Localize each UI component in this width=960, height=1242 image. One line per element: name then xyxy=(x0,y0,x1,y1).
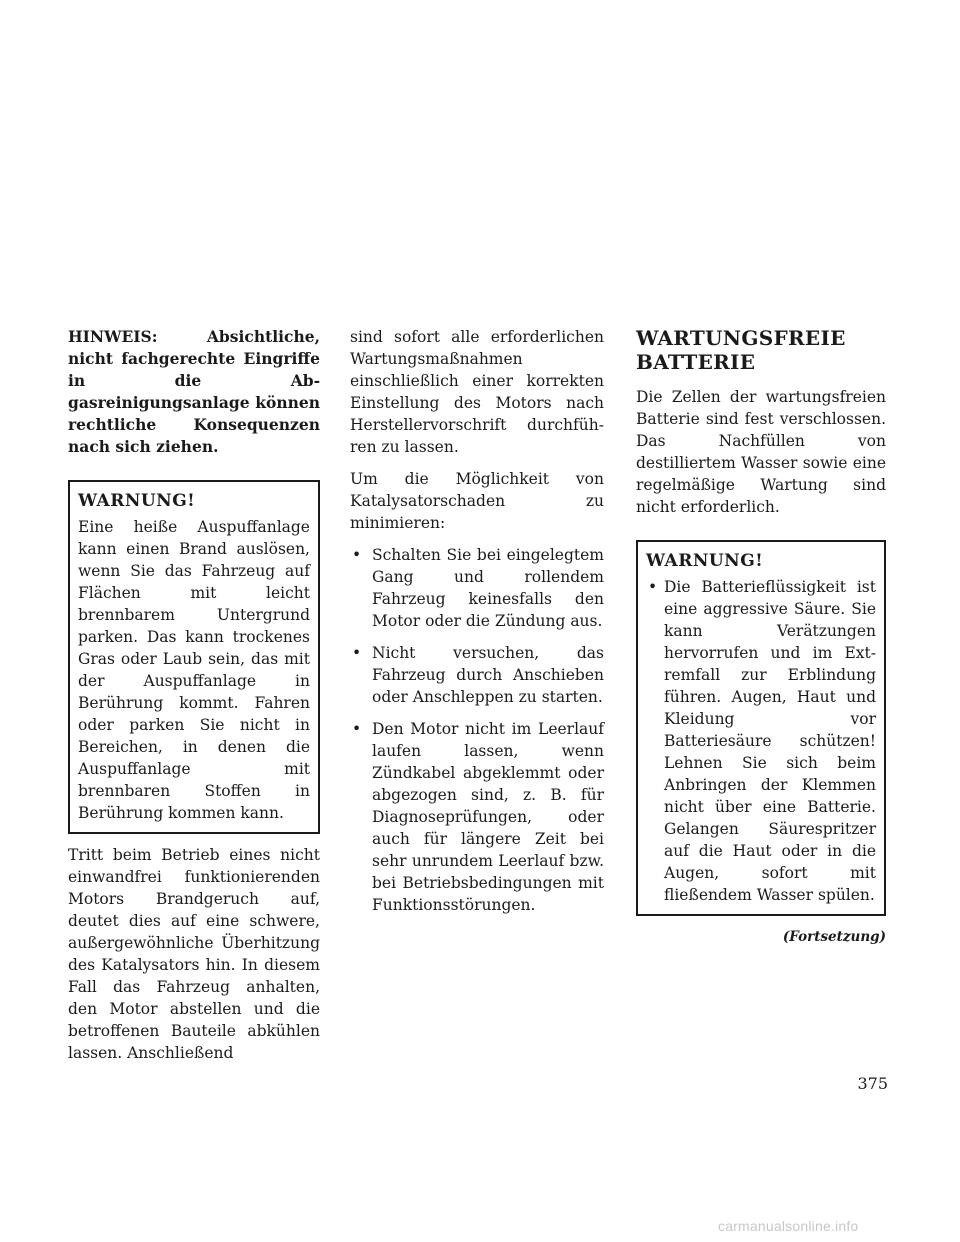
list-item-text: Den Motor nicht im Leerlauf laufen lassen, wenn Zündkabel abgeklemmt oder abgezogen sind, z. B. für Diagnoseprüfungen, oder auch für längere Zeit bei sehr unrundem Leerlauf bzw. bei Betriebsbedingungen mit Funktionsstörungen. xyxy=(372,720,604,914)
list-item-text: Die Batterieflüssigkeit ist eine aggressive Säure. Sie kann Verätzungen hervorrufen und im Extremfall zur Erblindung führen. Augen, Haut und Kleidung vor Batteriesäure schützen! Lehnen Sie sich beim Anbringen der Klemmen nicht über eine Batterie. Gelangen Säurespritzer auf die Haut oder in die Augen, sofort mit fließendem Wasser spülen. xyxy=(664,578,876,904)
bullet-icon: • xyxy=(352,546,362,564)
warning-title: WARNUNG! xyxy=(78,491,196,511)
column-middle xyxy=(350,326,604,926)
page-number: 375 xyxy=(857,1074,888,1093)
list-item-text: Nicht versuchen, das Fahrzeug durch Anschieben oder Anschleppen zu starten. xyxy=(372,644,604,706)
list-item xyxy=(350,642,604,708)
hinweis-note: HINWEIS: Absichtliche, nicht fachgerechte Eingriffe in die Abgasreinigungsanlage können rechtliche Konsequenzen nach sich ziehen. xyxy=(68,327,320,456)
list-item xyxy=(350,544,604,632)
bullet-icon: • xyxy=(352,720,362,738)
continued-label: (Fortsetzung) xyxy=(782,929,886,945)
column-left xyxy=(68,326,320,1074)
bullet-icon: • xyxy=(352,644,362,662)
paragraph-overheating: Tritt beim Betrieb eines nicht einwandfrei funktionierenden Motors Brandgeruch auf, deutet dies auf eine schwere, außergewöhnliche Überhitzung des Katalysators hin. In diesem Fall das Fahrzeug anhalten, den Motor abstellen und die betroffenen Bauteile abkühlen lassen. Anschließend xyxy=(68,846,320,1062)
column-right xyxy=(636,326,886,948)
paragraph-battery: Die Zellen der wartungsfreien Batterie sind fest verschlossen. Das Nachfüllen von destilliertem Wasser sowie eine regelmäßige Wartung sind nicht erforderlich. xyxy=(636,388,886,516)
warning-text: Eine heiße Auspuffanlage kann einen Brand auslösen, wenn Sie das Fahrzeug auf Flächen mit leicht brennbarem Untergrund parken. Das kann trockenes Gras oder Laub sein, das mit der Auspuffanlage in Berührung kommt. Fahren oder parken Sie nicht in Bereichen, in denen die Auspuffanlage mit brennbaren Stoffen in Berührung kommen kann. xyxy=(78,518,310,822)
catalyst-bullet-list xyxy=(350,544,604,916)
paragraph-maintenance: sind sofort alle erforderlichen Wartungsmaßnahmen einschließlich einer korrekten Einstellung des Motors nach Herstellervorschrift durchführen zu lassen. xyxy=(350,328,604,456)
list-item-text: Schalten Sie bei eingelegtem Gang und rollendem Fahrzeug keinesfalls den Motor oder die Zündung aus. xyxy=(372,546,604,630)
warning-box-exhaust xyxy=(68,480,320,834)
paragraph-catalyst-intro: Um die Möglichkeit von Katalysatorschaden zu minimieren: xyxy=(350,470,604,532)
warning-bullet-list xyxy=(646,576,876,906)
list-item xyxy=(350,718,604,916)
section-heading: WARTUNGSFREIE BATTERIE xyxy=(636,326,846,374)
warning-box-battery xyxy=(636,540,886,916)
warning-title: WARNUNG! xyxy=(646,551,764,571)
list-item xyxy=(646,576,876,906)
watermark-text: carmanualsonline.info xyxy=(718,1218,859,1234)
bullet-icon: • xyxy=(648,578,658,596)
